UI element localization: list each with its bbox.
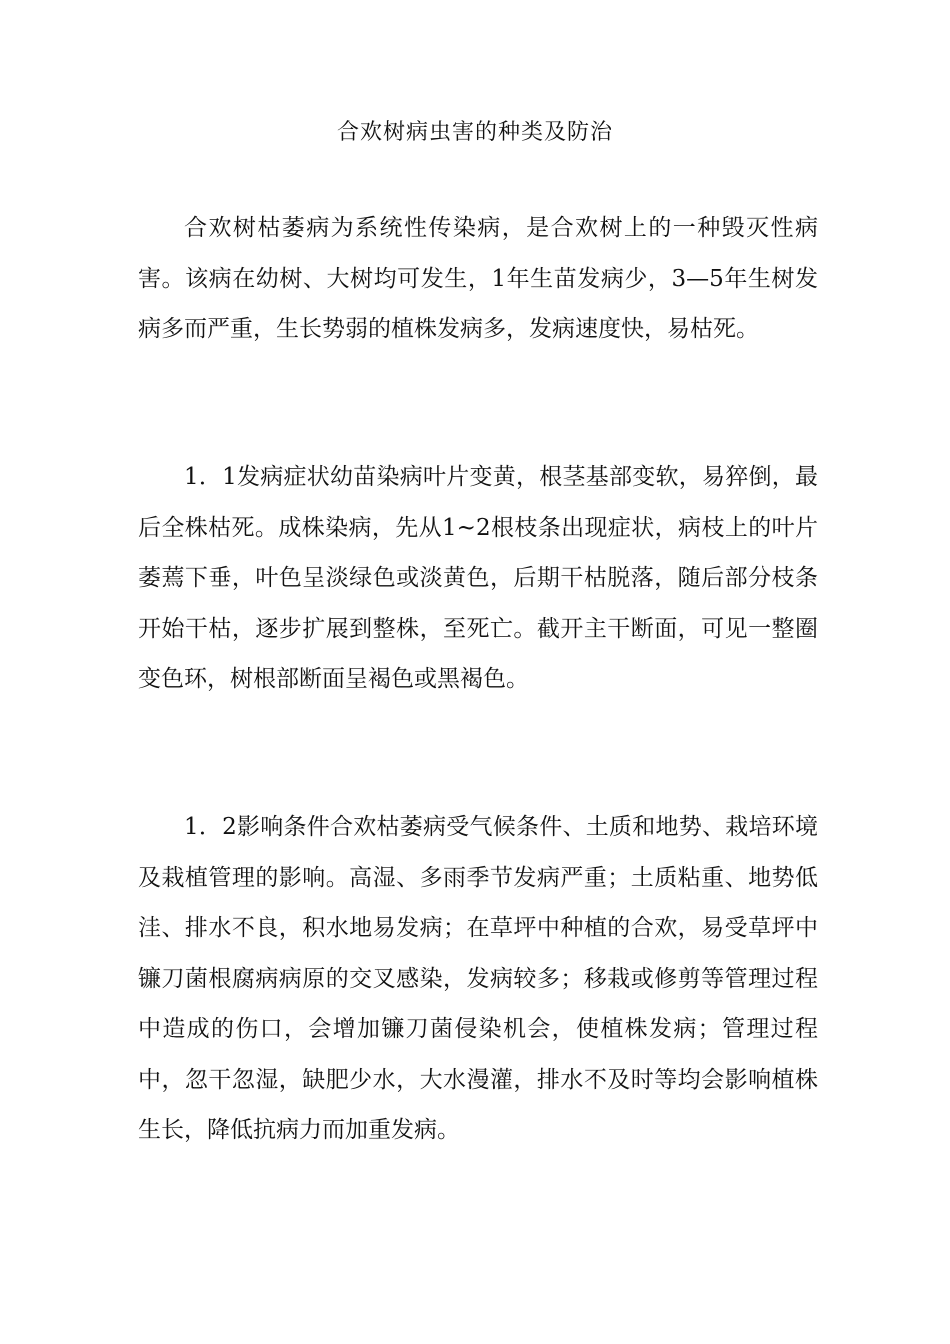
document-title: 合欢树病虫害的种类及防治 [336, 120, 613, 145]
paragraph-intro: 合欢树枯萎病为系统性传染病，是合欢树上的一种毁灭性病害。该病在幼树、大树均可发生，1年生苗发病少，3—5年生树发病多而严重，生长势弱的植株发病多，发病速度快，易枯死。 [138, 215, 818, 342]
paragraph-conditions: 1．2影响条件合欢枯萎病受气候条件、土质和地势、栽培环境及栽植管理的影响。高湿、多雨季节发病严重；土质粘重、地势低洼、排水不良，积水地易发病；在草坪中种植的合欢，易受草坪中镰刀菌根腐病病原的交叉感染，发病较多；移栽或修剪等管理过程中造成的伤口，会增加镰刀菌侵染机会，使植株发病；管理过程中，忽干忽湿，缺肥少水，大水漫灌，排水不及时等均会影响植株生长，降低抗病力而加重发病。 [138, 814, 818, 1143]
paragraph-symptoms: 1．1发病症状幼苗染病叶片变黄，根茎基部变软，易猝倒，最后全株枯死。成株染病，先从1~2根枝条出现症状，病枝上的叶片萎蔫下垂，叶色呈淡绿色或淡黄色，后期干枯脱落，随后部分枝条开始干枯，逐步扩展到整株，至死亡。截开主干断面，可见一整圈变色环，树根部断面呈褐色或黑褐色。 [138, 464, 818, 692]
